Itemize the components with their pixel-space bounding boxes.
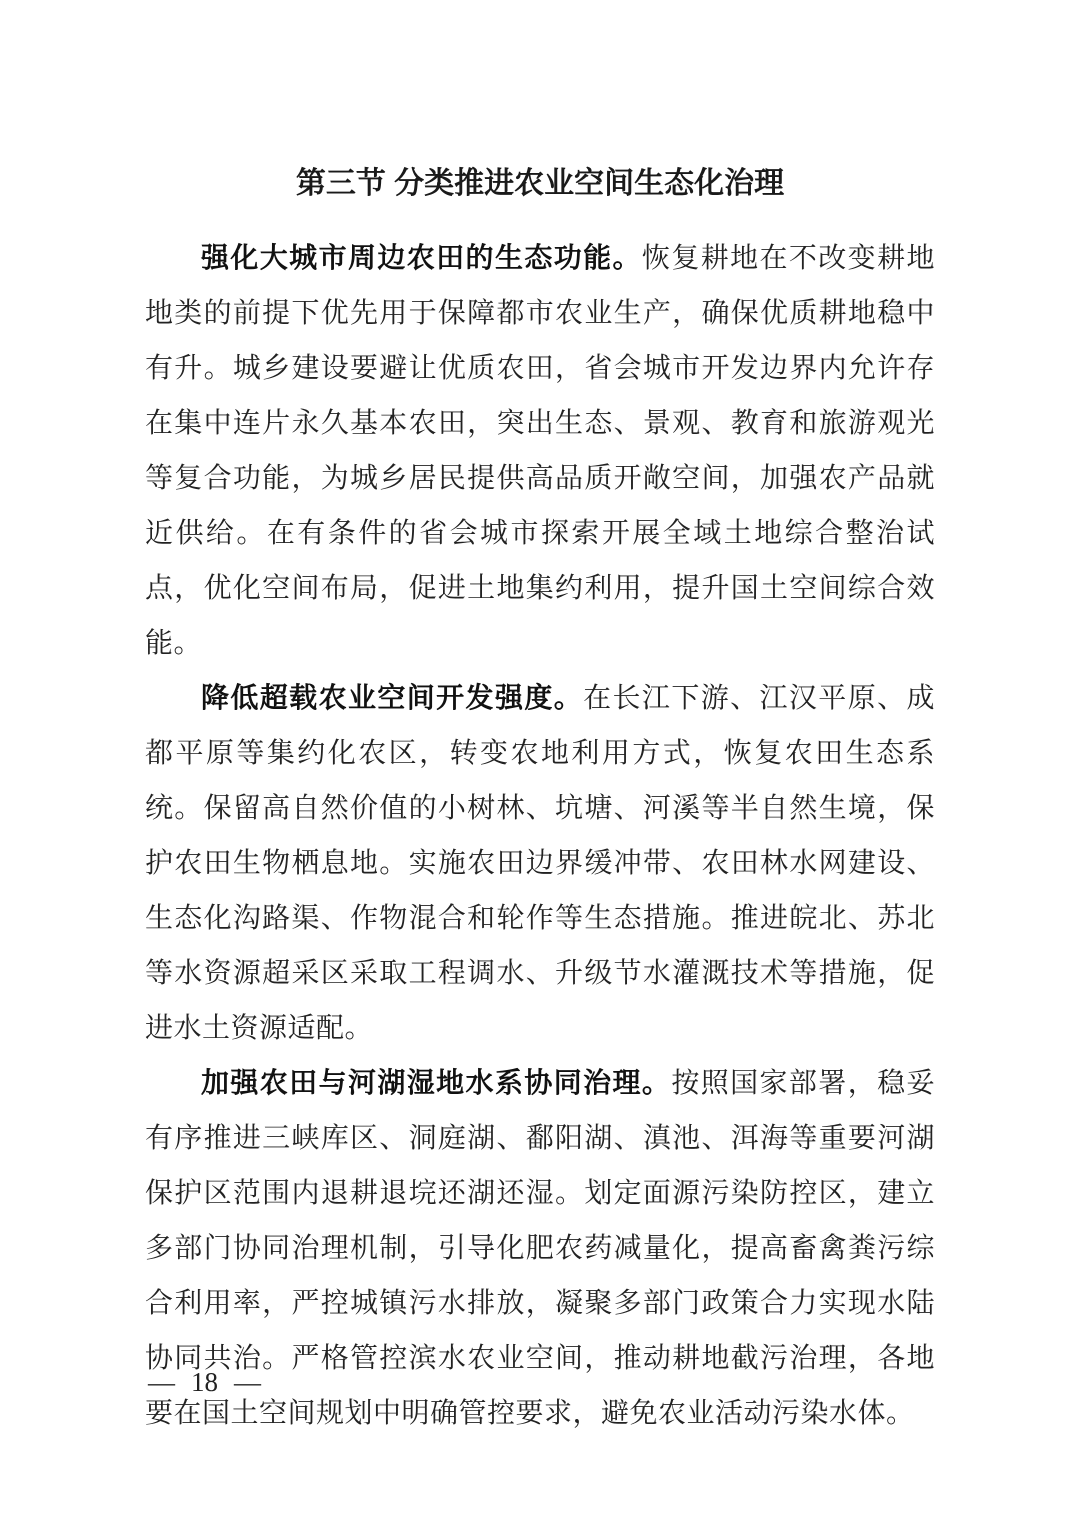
- footer-right-dash: —: [234, 1367, 261, 1397]
- page-footer: [148, 1366, 261, 1398]
- footer-left-dash: —: [148, 1367, 175, 1397]
- paragraph: [145, 671, 935, 1056]
- section-title: 第三节 分类推进农业空间生态化治理: [295, 167, 785, 200]
- document-body: [145, 231, 935, 1441]
- paragraph: [145, 231, 935, 671]
- paragraph-text: 恢复耕地在不改变耕地地类的前提下优先用于保障都市农业生产，确保优质耕地稳中有升。城乡建设要避让优质农田，省会城市开发边界内允许存在集中连片永久基本农田，突出生态、景观、教育和旅游观光等复合功能，为城乡居民提供高品质开敞空间，加强农产品就近供给。在有条件的省会城市探索开展全域土地综合整治试点，优化空间布局，促进土地集约利用，提升国土空间综合效能。: [145, 243, 935, 659]
- paragraph-lead: 加强农田与河湖湿地水系协同治理。: [201, 1068, 672, 1099]
- page-number: 18: [191, 1367, 218, 1397]
- paragraph-text: 在长江下游、江汉平原、成都平原等集约化农区，转变农地利用方式，恢复农田生态系统。保留高自然价值的小树林、坑塘、河溪等半自然生境，保护农田生物栖息地。实施农田边界缓冲带、农田林水网建设、生态化沟路渠、作物混合和轮作等生态措施。推进皖北、苏北等水资源超采区采取工程调水、升级节水灌溉技术等措施，促进水土资源适配。: [145, 683, 935, 1044]
- paragraph-lead: 降低超载农业空间开发强度。: [201, 683, 584, 714]
- paragraph: [145, 1056, 935, 1441]
- paragraph-lead: 强化大城市周边农田的生态功能。: [201, 243, 642, 274]
- paragraph-text: 按照国家部署，稳妥有序推进三峡库区、洞庭湖、鄱阳湖、滇池、洱海等重要河湖保护区范围内退耕退垸还湖还湿。划定面源污染防控区，建立多部门协同治理机制，引导化肥农药减量化，提高畜禽粪污综合利用率，严控城镇污水排放，凝聚多部门政策合力实现水陆协同共治。严格管控滨水农业空间，推动耕地截污治理，各地要在国土空间规划中明确管控要求，避免农业活动污染水体。: [145, 1068, 935, 1429]
